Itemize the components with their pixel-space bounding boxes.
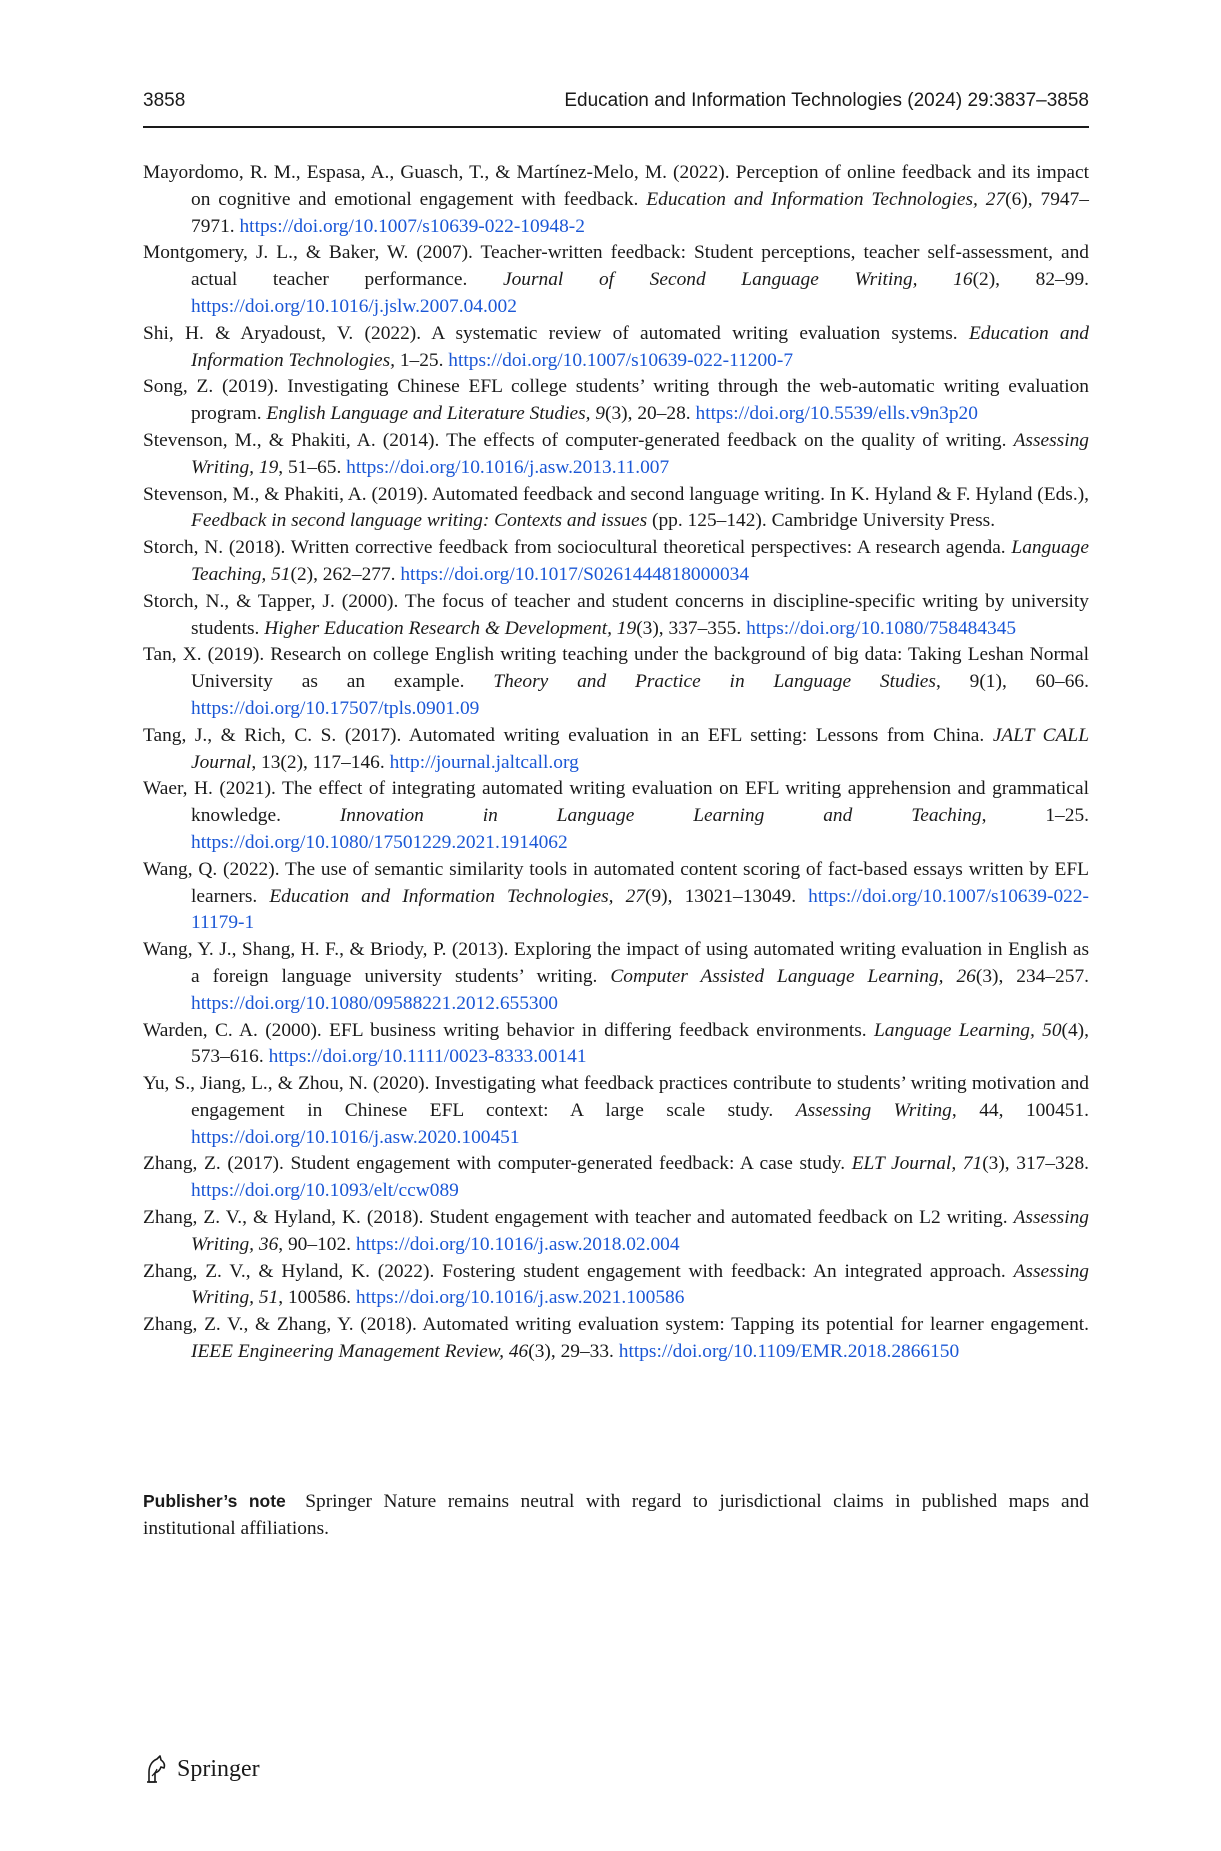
reference-details: (2), 262–277. [290, 563, 401, 585]
reference-source: JALT CALL Journal [191, 724, 1089, 773]
reference-source: Education and Information Technologies, 27 [269, 885, 646, 907]
reference-source: Assessing Writing, 36 [191, 1207, 1089, 1255]
reference-source: ELT Journal, 71 [851, 1153, 983, 1175]
reference-details: , 44, 100451. [951, 1099, 1089, 1121]
reference-text: Stevenson, M., & Phakiti, A. (2014). The effects of computer-generated feedback on the quality of writing. [143, 429, 1014, 451]
reference-entry [143, 535, 1089, 589]
reference-entry [143, 1071, 1089, 1151]
reference-entry [143, 240, 1089, 320]
reference-details: (9), 13021–13049. [645, 885, 809, 907]
reference-source: Assessing Writing, 19 [191, 429, 1089, 478]
reference-link[interactable]: https://doi.org/10.1017/S0261444818000034 [400, 563, 750, 585]
reference-source: Education and Information Technologies, 27 [646, 188, 1006, 210]
reference-details: (3), 234–257. [975, 965, 1089, 987]
reference-source: Journal of Second Language Writing, 16 [502, 269, 973, 291]
reference-link[interactable]: https://doi.org/10.1007/s10639-022-11179-1 [191, 885, 1089, 934]
reference-list [143, 160, 1089, 1366]
reference-details: 1–25. [394, 349, 449, 371]
reference-source: Language Teaching, 51 [191, 537, 1089, 585]
reference-details: , 1–25. [981, 805, 1089, 827]
reference-details: (3), 317–328. [982, 1153, 1089, 1175]
reference-text: Stevenson, M., & Phakiti, A. (2019). Automated feedback and second language writing. In K. Hyland & F. Hyland (Eds.), [143, 483, 1089, 505]
reference-details: (4), 573–616. [191, 1019, 1089, 1068]
reference-link[interactable]: https://doi.org/10.5539/ells.v9n3p20 [695, 403, 978, 425]
reference-entry [143, 1259, 1089, 1313]
reference-text: Wang, Q. (2022). The use of semantic similarity tools in automated content scoring of fact-based essays written by EFL learners. [143, 858, 1089, 907]
reference-text: Song, Z. (2019). Investigating Chinese EFL college students’ writing through the web-automatic writing evaluation program. [143, 376, 1089, 425]
reference-details: (2), 82–99. [972, 269, 1089, 291]
reference-source: Theory and Practice in Language Studies [493, 671, 936, 693]
reference-link[interactable]: https://doi.org/10.1080/758484345 [746, 617, 1017, 639]
reference-link[interactable]: https://doi.org/10.17507/tpls.0901.09 [191, 697, 480, 719]
reference-details: , 13(2), 117–146. [251, 751, 390, 773]
reference-link[interactable]: https://doi.org/10.1007/s10639-022-10948-2 [239, 215, 585, 237]
reference-details: (3), 337–355. [636, 617, 747, 639]
reference-link[interactable]: https://doi.org/10.1016/j.asw.2021.100586 [355, 1287, 685, 1309]
reference-text: Storch, N. (2018). Written corrective feedback from sociocultural theoretical perspectives: A research agenda. [143, 537, 1012, 559]
reference-source: English Language and Literature Studies, 9 [266, 403, 606, 425]
reference-text: Tang, J., & Rich, C. S. (2017). Automated writing evaluation in an EFL setting: Lessons from China. [143, 724, 993, 746]
springer-wordmark: Springer [177, 1755, 260, 1782]
reference-text: Wang, Y. J., Shang, H. F., & Briody, P. (2013). Exploring the impact of using automated writing evaluation in English as a foreign language university students’ writing. [143, 939, 1089, 987]
reference-details: (6), 7947–7971. [191, 188, 1089, 237]
reference-entry [143, 937, 1089, 1017]
reference-source: Language Learning, 50 [873, 1019, 1062, 1041]
reference-text: Zhang, Z. V., & Hyland, K. (2022). Fostering student engagement with feedback: An integrated approach. [143, 1260, 1014, 1282]
reference-details: , 51–65. [278, 456, 347, 478]
reference-entry [143, 482, 1089, 536]
reference-entry [143, 1018, 1089, 1072]
reference-entry [143, 160, 1089, 240]
reference-text: Warden, C. A. (2000). EFL business writing behavior in differing feedback environments. [143, 1019, 874, 1041]
reference-link[interactable]: https://doi.org/10.1016/j.asw.2018.02.004 [355, 1233, 680, 1255]
reference-entry [143, 321, 1089, 375]
reference-source: Assessing Writing [795, 1099, 952, 1121]
reference-text: Zhang, Z. (2017). Student engagement with computer-generated feedback: A case study. [143, 1153, 852, 1175]
header-rule [143, 126, 1089, 128]
reference-entry [143, 589, 1089, 643]
reference-source: Computer Assisted Language Learning, 26 [610, 965, 976, 987]
reference-source: Higher Education Research & Development, 19 [264, 617, 637, 639]
publisher-note-text: Springer Nature remains neutral with regard to jurisdictional claims in published maps and institutional affiliations. [143, 1491, 1089, 1539]
reference-text: Tan, X. (2019). Research on college English writing teaching under the background of big data: Taking Leshan Normal University as an example. [143, 644, 1089, 693]
reference-text: Mayordomo, R. M., Espasa, A., Guasch, T., & Martínez-Melo, M. (2022). Perception of online feedback and its impact on cognitive and emotional engagement with feedback. [143, 162, 1089, 210]
reference-entry [143, 723, 1089, 777]
reference-source: Feedback in second language writing: Contexts and issues [191, 510, 648, 532]
publisher-note-label: Publisher’s note [143, 1491, 286, 1511]
reference-source: IEEE Engineering Management Review, 46 [191, 1341, 529, 1363]
reference-link[interactable]: https://doi.org/10.1109/EMR.2018.2866150 [618, 1341, 960, 1363]
reference-details: , 90–102. [278, 1233, 356, 1255]
reference-source: Assessing Writing, 51 [191, 1260, 1089, 1309]
reference-details: , 100586. [278, 1287, 356, 1309]
reference-entry [143, 857, 1089, 937]
reference-details: (3), 20–28. [605, 403, 696, 425]
reference-link[interactable]: https://doi.org/10.1007/s10639-022-11200-7 [448, 349, 794, 371]
reference-text: Yu, S., Jiang, L., & Zhou, N. (2020). Investigating what feedback practices contribute to students’ writing motivation and engagement in Chinese EFL context: A large scale study. [143, 1073, 1089, 1121]
reference-entry [143, 428, 1089, 482]
publisher-note [143, 1488, 1089, 1543]
reference-text: Montgomery, J. L., & Baker, W. (2007). Teacher-written feedback: Student perceptions, teacher self-assessment, and actual teacher performance. [143, 242, 1089, 291]
reference-entry [143, 1205, 1089, 1259]
reference-entry [143, 776, 1089, 856]
reference-text: Storch, N., & Tapper, J. (2000). The focus of teacher and student concerns in discipline-specific writing by university students. [143, 590, 1089, 639]
reference-text: Waer, H. (2021). The effect of integrating automated writing evaluation on EFL writing apprehension and grammatical knowledge. [143, 778, 1089, 827]
springer-logo [143, 1752, 260, 1786]
reference-link[interactable]: https://doi.org/10.1111/0023-8333.00141 [268, 1046, 587, 1068]
reference-entry [143, 642, 1089, 722]
page-number: 3858 [143, 90, 186, 111]
reference-link[interactable]: https://doi.org/10.1093/elt/ccw089 [191, 1180, 459, 1202]
reference-link[interactable]: https://doi.org/10.1080/17501229.2021.1914062 [191, 831, 568, 853]
reference-entry [143, 1151, 1089, 1205]
reference-link[interactable]: https://doi.org/10.1016/j.asw.2013.11.007 [346, 456, 670, 478]
page-header [143, 90, 1089, 130]
reference-text: Zhang, Z. V., & Hyland, K. (2018). Student engagement with teacher and automated feedback on L2 writing. [143, 1207, 1014, 1229]
reference-link[interactable]: http://journal.jaltcall.org [389, 751, 579, 773]
reference-link[interactable]: https://doi.org/10.1016/j.asw.2020.100451 [191, 1126, 520, 1148]
reference-source: Innovation in Language Learning and Teaching [339, 805, 982, 827]
reference-text: Shi, H. & Aryadoust, V. (2022). A systematic review of automated writing evaluation systems. [143, 322, 969, 344]
reference-link[interactable]: https://doi.org/10.1080/09588221.2012.655300 [191, 992, 559, 1014]
reference-details: (pp. 125–142). Cambridge University Press. [647, 510, 996, 532]
running-head: Education and Information Technologies (2024) 29:3837–3858 [564, 90, 1089, 111]
reference-source: Education and Information Technologies, [191, 322, 1089, 371]
reference-entry [143, 1312, 1089, 1366]
reference-details: , 9(1), 60–66. [935, 671, 1089, 693]
springer-horse-icon [143, 1754, 169, 1784]
reference-entry [143, 374, 1089, 428]
reference-link[interactable]: https://doi.org/10.1016/j.jslw.2007.04.002 [191, 295, 517, 317]
reference-text: Zhang, Z. V., & Zhang, Y. (2018). Automated writing evaluation system: Tapping its potential for learner engagement. [143, 1314, 1089, 1336]
reference-details: (3), 29–33. [528, 1341, 619, 1363]
